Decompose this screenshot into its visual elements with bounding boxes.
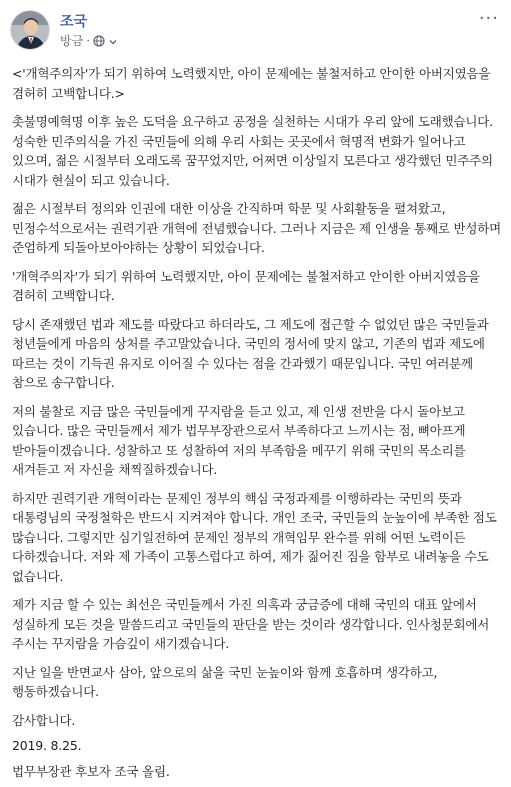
post-paragraph: <'개혁주의자'가 되기 위하여 노력했지만, 아이 문제에는 불철저하고 안이한 아버지였음을 겸허히 고백합니다.>: [12, 66, 491, 101]
post-closing: 감사합니다.: [12, 712, 76, 728]
post-paragraph: 하지만 권력기관 개혁이라는 문제인 정부의 핵심 국정과제를 이행하라는 국민의 뜻과 대통령님의 국정철학은 반드시 지켜져야 합니다. 개인 조국, 국민들의 눈높이에 부족한 점도 많습니다. 그렇지만 심기일전하여 문제인 정부의 개혁임무 완수를 위해 어떤 노력이든 다하겠습니다. 저와 제 가족이 고통스럽다고 하여, 제가 짊어진 짐을 함부로 내려놓을 수도 없습니다.: [12, 490, 497, 584]
chevron-down-icon[interactable]: [108, 36, 118, 46]
post-paragraph: 저의 불찰로 지금 많은 국민들에게 꾸지람을 듣고 있고, 제 인생 전반을 다시 돌아보고 있습니다. 많은 국민들께서 제가 법무부장관으로서 부족하다고 느끼시는 점, 뼈아프게 받아들이겠습니다. 성찰하고 또 성찰하여 저의 부족함을 메꾸기 위해 국민의 목소리를 새겨듣고 저 자신을 채찍질하겠습니다.: [12, 403, 466, 477]
author-name[interactable]: 조국: [60, 14, 88, 30]
avatar[interactable]: [10, 10, 50, 50]
globe-icon[interactable]: [93, 35, 105, 47]
post-date: 2019. 8.25.: [12, 738, 82, 753]
post-paragraph: 지난 일을 반면교사 삼아, 앞으로의 삶을 국민 눈높이와 함께 호흡하며 생각하고, 행동하겠습니다.: [12, 664, 438, 699]
post-signature: 법무부장관 후보자 조국 올림.: [12, 763, 170, 779]
post-paragraph: 젊은 시절부터 정의와 인권에 대한 이상을 간직하며 학문 및 사회활동을 펼쳐왔고, 민정수석으로서는 권력기관 개혁에 전념했습니다. 그러나 지금은 제 인생을 통째로 반성하며 준엄하게 되돌아보아야하는 상황이 되었습니다.: [12, 201, 501, 255]
post-header: [0, 0, 511, 62]
post-meta: [60, 32, 118, 49]
avatar-image: [11, 11, 50, 50]
post-paragraph: 촛불명예혁명 이후 높은 도덕을 요구하고 공정을 실천하는 시대가 우리 앞에 도래했습니다. 성숙한 민주의식을 가진 국민들에 의해 우리 사회는 곳곳에서 혁명적 변화가 일어나고 있으며, 젊은 시절부터 오래도록 꿈꾸었지만, 어쩌면 이상일지 모른다고 생각했던 민주주의 시대가 현실이 되고 있습니다.: [12, 114, 493, 188]
ellipsis-icon[interactable]: ···: [478, 8, 499, 29]
timestamp[interactable]: 방금: [60, 34, 84, 48]
post-paragraph: '개혁주의자'가 되기 위하여 노력했지만, 아이 문제에는 불철저하고 안이한 아버지였음을 겸허히 고백합니다.: [12, 268, 480, 303]
post-paragraph: 당시 존재했던 법과 제도를 따랐다고 하더라도, 그 제도에 접근할 수 없었던 많은 국민들과 청년들에게 마음의 상처를 주고말았습니다. 국민의 정서에 맞지 않고, 기존의 법과 제도에 따르는 것이 기득권 유지로 이어질 수 있다는 점을 간과했기 때문입니다. 국민 여러분께 참으로 송구합니다.: [12, 316, 489, 390]
separator-dot: ·: [86, 33, 91, 48]
post-paragraph: 제가 지금 할 수 있는 최선은 국민들께서 가진 의혹과 궁금증에 대해 국민의 대표 앞에서 성실하게 모든 것을 말씀드리고 국민들의 판단을 받는 것이라 생각합니다. 인사청문회에서 주시는 꾸지람을 가슴깊이 새기겠습니다.: [12, 597, 490, 651]
post-body: [12, 64, 502, 787]
